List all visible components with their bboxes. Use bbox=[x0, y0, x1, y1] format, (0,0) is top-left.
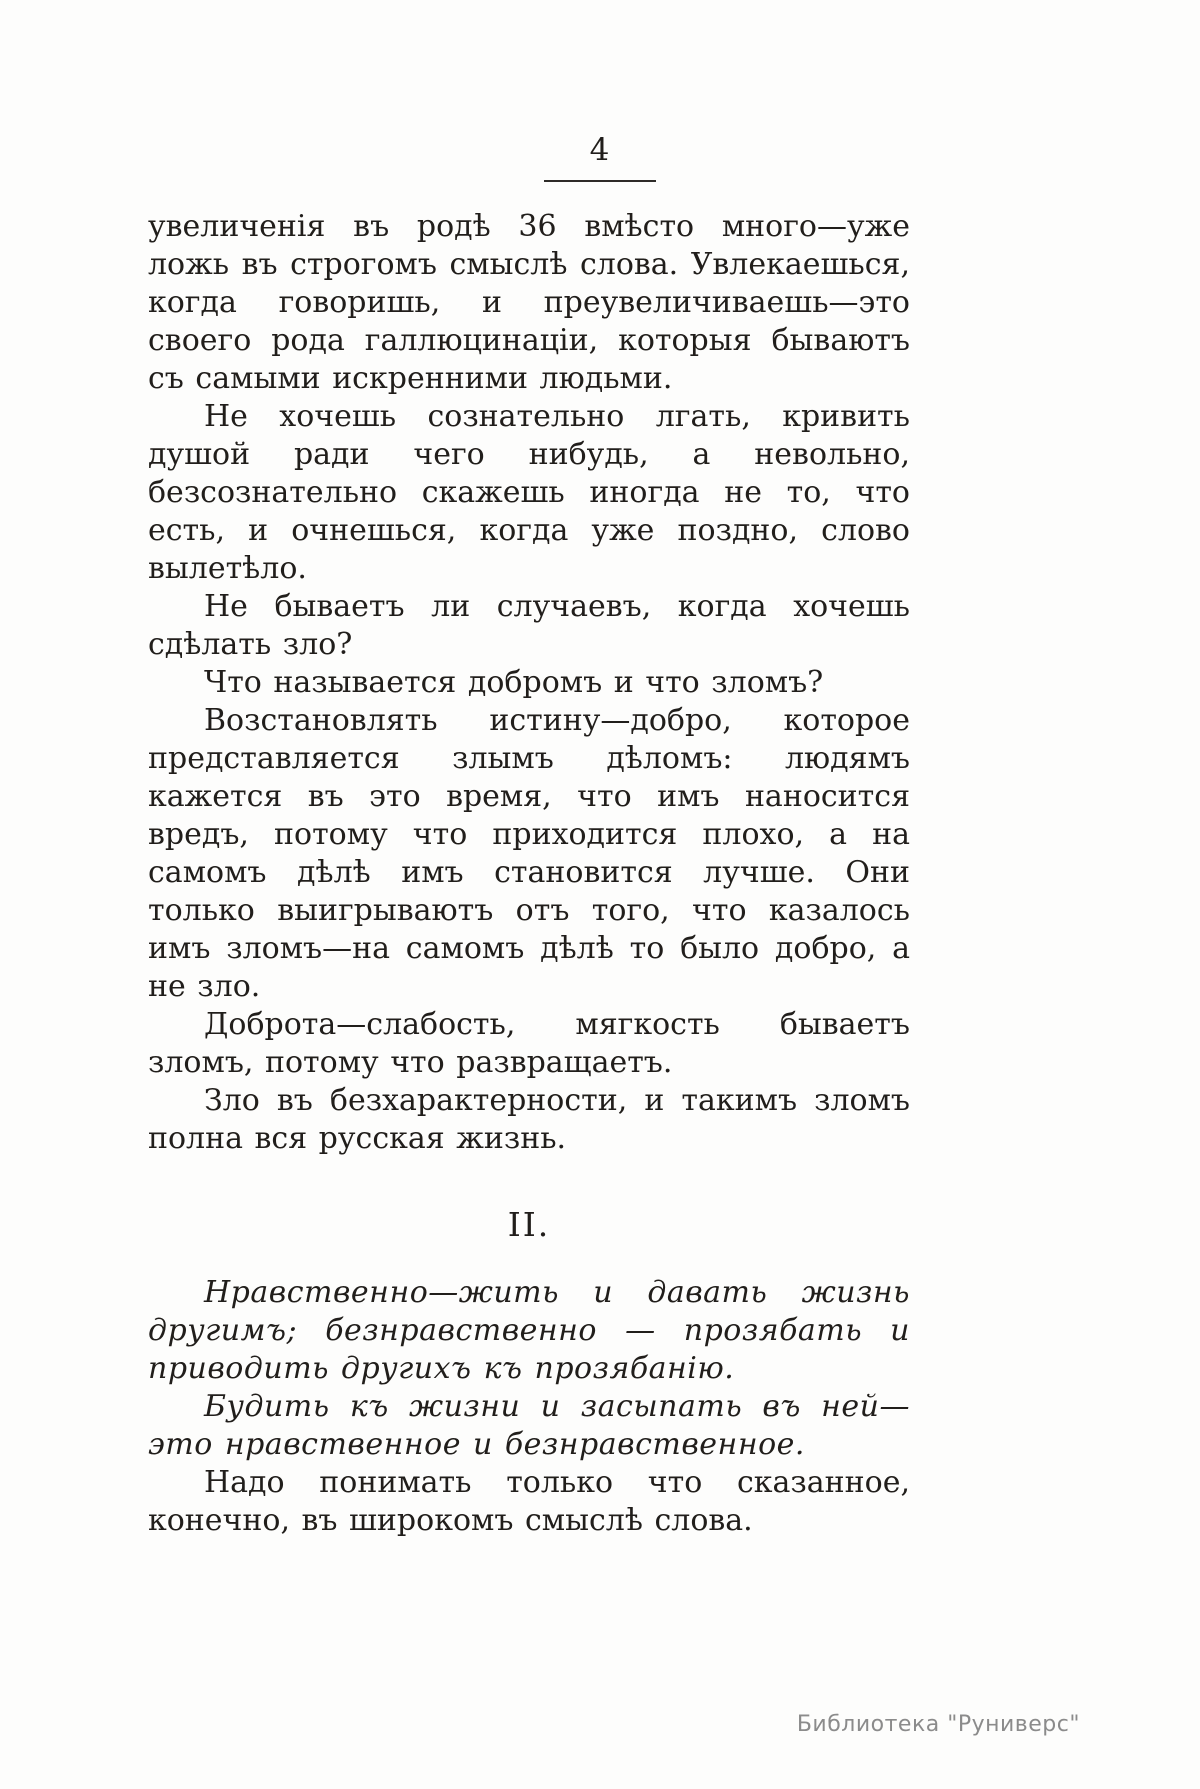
paragraph: Не хочешь сознательно лгать, кривить душой ради чего нибудь, а невольно, безсознательно скажешь иногда не то, что есть, и очнешься, когда уже поздно, слово вылетѣло. bbox=[148, 399, 910, 586]
text-column bbox=[148, 208, 910, 1540]
paragraph: Будить къ жизни и засыпать въ ней—это нравственное и безнравственное. bbox=[148, 1389, 910, 1462]
paragraph: Доброта—слабость, мягкость бываетъ зломъ, потому что развращаетъ. bbox=[148, 1007, 910, 1080]
paragraph: Возстановлять истину—добро, которое представляется злымъ дѣломъ: людямъ кажется въ это время, что имъ наносится вредъ, потому что приходится плохо, а на самомъ дѣлѣ имъ становится лучше. Они только выигрываютъ отъ того, что казалось имъ зломъ—на самомъ дѣлѣ то было добро, а не зло. bbox=[148, 703, 910, 1004]
page-header bbox=[0, 0, 1200, 182]
paragraph: Надо понимать только что сказанное, конечно, въ широкомъ смыслѣ слова. bbox=[148, 1465, 910, 1538]
paragraph: Что называется добромъ и что зломъ? bbox=[204, 665, 824, 700]
paragraph: Нравственно—жить и давать жизнь другимъ; безнравственно — прозябать и приводить другихъ къ прозябанію. bbox=[148, 1275, 910, 1386]
paragraph: увеличенія въ родѣ 36 вмѣсто много—уже ложь въ строгомъ смыслѣ слова. Увлекаешься, когда говоришь, и преувеличиваешь—это своего рода галлюцинаціи, которыя бываютъ съ самыми искренними людьми. bbox=[148, 209, 910, 396]
paragraph: Зло въ безхарактерности, и такимъ зломъ полна вся русская жизнь. bbox=[148, 1083, 910, 1156]
library-watermark: Библиотека "Руниверс" bbox=[796, 1712, 1080, 1737]
paragraph: Не бываетъ ли случаевъ, когда хочешь сдѣлать зло? bbox=[148, 589, 910, 662]
page-number-rule bbox=[544, 180, 656, 182]
page-number: 4 bbox=[589, 132, 611, 168]
section-heading: II. bbox=[507, 1205, 551, 1244]
